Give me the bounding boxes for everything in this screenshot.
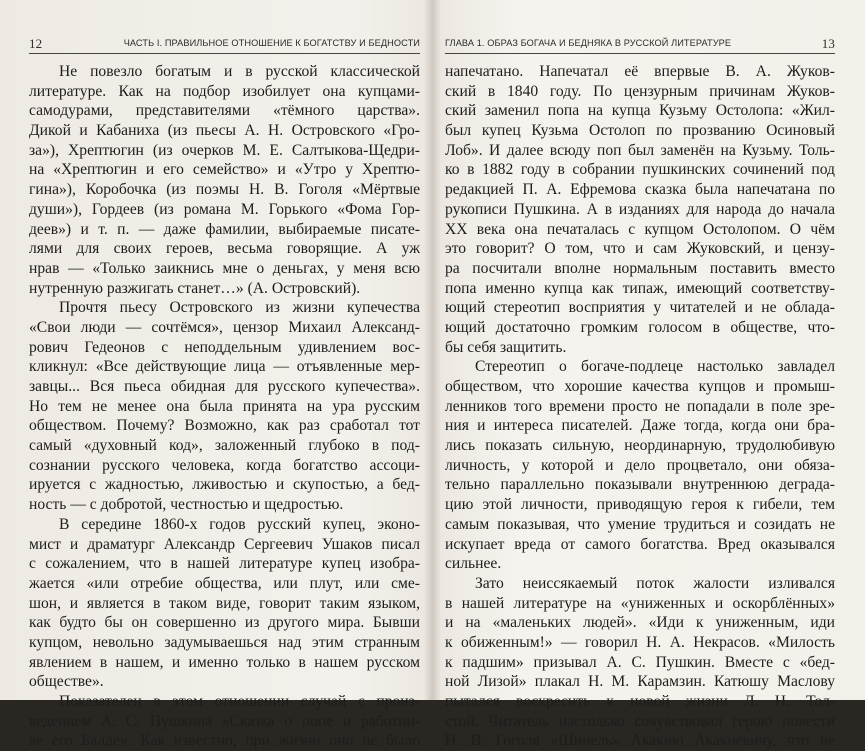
text-line: Прочтя пьесу Островского из жизни купечества: [59, 299, 420, 317]
text-line: ведением А. С. Пушкина «Сказка о попе и работни-: [29, 712, 420, 730]
right-page: [433, 0, 865, 750]
text-line: к падшим» призывал А. С. Пушкин. Вместе с «бед-: [445, 653, 835, 671]
text-line: купцом, невольно задумываешься над этим странным: [29, 633, 420, 651]
text-line: нутренную разжигать станет…» (А. Островский).: [29, 279, 361, 297]
text-line: ке его Балде». Как известно, при жизни оно не было: [29, 732, 420, 750]
text-line: за»), Хрептюгин (из очерков М. Е. Салтыкова-Щедри-: [29, 141, 420, 159]
text-line: Н. В. Гоголя «Шинель» Акакию Акакиевичу, что не: [445, 732, 835, 750]
running-head-left: ЧАСТЬ I. ПРАВИЛЬНОЕ ОТНОШЕНИЕ К БОГАТСТВУ И БЕДНОСТИ: [123, 38, 420, 48]
left-page: [0, 0, 432, 750]
text-line: Зато неиссякаемый поток жалости изливался: [475, 574, 835, 592]
text-line: ность — с добротой, честностью и щедростью.: [29, 496, 344, 514]
text-line: лись показать сильную, неординарную, трудолюбивую: [445, 437, 835, 455]
text-line: Дикой и Кабаниха (из пьесы А. Н. Островского «Гро-: [29, 122, 420, 140]
text-line: к обиженным!» — говорил Н. А. Некрасов. «Милость: [445, 633, 835, 651]
text-line: обществом. Почему? Возможно, как раз сработал тот: [29, 417, 420, 435]
right-page-text: [445, 62, 835, 751]
running-head-right: ГЛАВА 1. ОБРАЗ БОГАЧА И БЕДНЯКА В РУССКОЙ ЛИТЕРАТУРЕ: [445, 38, 732, 48]
text-line: попа именно купца как типаж, имеющий соответству-: [445, 279, 835, 297]
text-line: лями для своих героев, весьма говорящие. А уж: [29, 240, 420, 258]
text-line: ющий достаточно громким голосом в обществе, что-: [445, 318, 835, 336]
text-line: самый «духовный код», заложенный глубоко в под-: [29, 437, 420, 455]
text-line: нрав — «Только заикнись мне о деньгах, у меня всю: [29, 259, 420, 277]
text-line: обществе».: [29, 673, 104, 691]
left-page-header: [29, 37, 420, 53]
text-line: в нашей литературе на «униженных и оскорблённых»: [445, 594, 835, 612]
text-line: обществом, что хорошие качества купцов и промыш-: [445, 378, 835, 395]
text-line: был купец Кузьма Остолоп по прозванию Осиновый: [445, 122, 835, 140]
text-line: как будто бы он совершенно из другого мира. Бывши: [29, 614, 420, 632]
right-page-header: [445, 37, 835, 53]
text-line: ной Лизой» плакал Н. М. Карамзин. Катюшу Маслову: [445, 673, 835, 691]
text-line: рович Гедеонов с неподдельным удивлением вос-: [29, 338, 420, 356]
text-line: ко в 1882 году в собрании пушкинских сочинений под: [445, 161, 835, 179]
page-number-left: 12: [29, 36, 43, 51]
text-line: цию этой личности, приводящую героя к гибели, тем: [445, 496, 835, 514]
text-line: ский заменил попа на купца Кузьму Остолопа: «Жил-: [445, 102, 835, 120]
text-line: ируется с жадностью, лживостью и скупостью, а бед-: [29, 476, 420, 494]
text-line: Но тем не менее она была принята на ура русским: [29, 397, 420, 415]
text-line: жается «или отребие общества, или плут, или сме-: [29, 574, 420, 592]
header-rule-left: [29, 53, 420, 54]
header-rule-right: [445, 53, 835, 54]
text-line: личность, у которой и дело процветало, они обяза-: [445, 456, 835, 474]
text-line: это говорит? О том, что и сам Жуковский, и цензу-: [445, 240, 835, 258]
text-line: деев») и т. п. — даже фамилии, выбираемые писате-: [29, 220, 420, 238]
text-line: стой. Читатель настолько сочувствовал герою повести: [445, 712, 835, 730]
text-line: мист и драматург Александр Сергеевич Ушаков писал: [29, 535, 420, 553]
text-line: бы себя защитить.: [445, 338, 567, 356]
text-line: с сожалением, что в нашей литературе купец изобра-: [29, 555, 420, 573]
text-line: искупает вреда от самого богатства. Вред оказывался: [445, 535, 835, 553]
text-line: ский в 1840 году. По цензурным причинам Жуков-: [445, 82, 835, 100]
text-line: и на «маленьких людей». «Иди к униженным, иди: [445, 614, 835, 632]
text-line: кликнул: «Все действующие лица — отъявленные мер-: [29, 358, 420, 376]
text-line: напечатано. Напечатал её впервые В. А. Жуков-: [445, 63, 835, 80]
text-line: тельно параллельно показывали внутреннюю деграда-: [445, 476, 835, 494]
text-line: ющий стереотип восприятия у читателей и не облада-: [445, 299, 835, 317]
text-line: самым показывая, что умение трудиться и созидать не: [445, 515, 835, 533]
text-line: XX века она печаталась с купцом Остолопом. О чём: [445, 220, 835, 238]
text-line: «Свои люди — сочтёмся», цензор Михаил Александ-: [29, 318, 420, 336]
text-line: Не повезло богатым и в русской классической: [59, 63, 420, 80]
text-line: редакцией П. А. Ефремова сказка была напечатана по: [445, 181, 835, 199]
text-line: ленников того времени просто не попадали в поле зре-: [445, 397, 835, 415]
left-page-text: [29, 62, 420, 751]
text-line: шон, и является в таком виде, говорит таким языком,: [29, 594, 420, 612]
text-line: самодурами, представителями «тёмного царства».: [29, 102, 420, 120]
text-line: явлением в нашем, и именно только в нашем русском: [29, 653, 420, 671]
text-line: литературе. Как на подбор изобилует она купцами-: [29, 82, 420, 100]
text-line: на «Хрептюгин и его семейство» и «Утро у Хрептю-: [29, 161, 420, 179]
text-line: гина»), Коробочка (из поэмы Н. В. Гоголя «Мёртвые: [29, 181, 420, 199]
text-line: пытался воскресить к новой жизни Л. Н. Тол-: [445, 693, 835, 710]
text-line: души»), Гордеев (из романа М. Горького «Фома Гор-: [29, 200, 420, 218]
text-line: завцы... Вся пьеса обидная для русского купечества».: [29, 378, 420, 395]
text-line: Лоб». И далее всюду поп был заменён на Кузьму. Толь-: [445, 141, 835, 159]
page-number-right: 13: [821, 36, 835, 51]
text-line: сильнее.: [445, 555, 502, 573]
text-line: рукописи Пушкина. А в изданиях для народа до начала: [445, 200, 835, 218]
text-line: сознании русского человека, когда богатство ассоци-: [29, 456, 420, 474]
text-line: ра посчитали вполне нормальным поставить вместо: [445, 259, 835, 277]
text-line: ния и интереса писателей. Даже тогда, когда они бра-: [445, 417, 835, 435]
text-line: Стереотип о богаче-подлеце настолько завладел: [475, 358, 835, 376]
text-line: В середине 1860-х годов русский купец, эконо-: [59, 515, 420, 533]
text-line: Показателен в этом отношении случай с произ-: [59, 693, 420, 710]
